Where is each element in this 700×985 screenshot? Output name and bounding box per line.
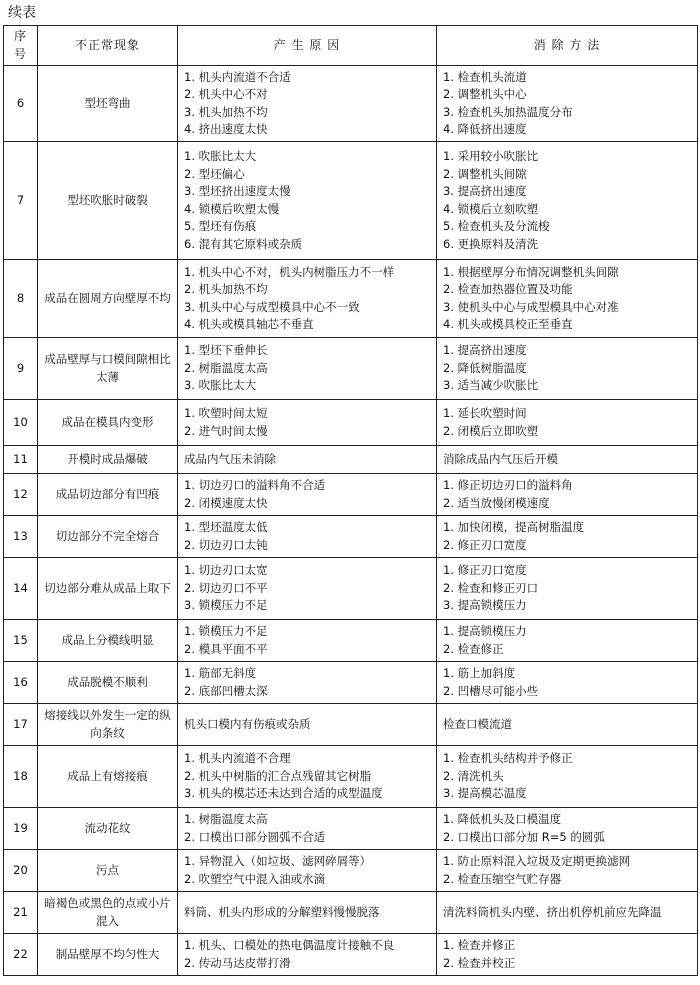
remedy-cell <box>437 934 698 976</box>
remedy-item: 5. 检查机头及分流梭 <box>443 219 550 233</box>
remedy-item: 1. 检查并修正 <box>443 938 516 952</box>
remedy-item: 3. 检查机头加热温度分布 <box>443 104 573 119</box>
row-number: 15 <box>4 620 38 662</box>
row-number: 9 <box>4 338 38 400</box>
remedy-item: 2. 凹槽尽可能小些 <box>443 683 539 698</box>
cause-cell <box>178 662 437 704</box>
phenomenon-cell: 切边部分不完全熔合 <box>38 516 178 558</box>
remedy-cell <box>437 850 698 892</box>
cause-item: 2. 树脂温度太高 <box>184 360 268 375</box>
cause-cell <box>178 808 437 850</box>
cause-cell <box>178 260 437 338</box>
remedy-item: 2. 调整机头中心 <box>443 87 527 101</box>
remedy-item: 1. 根据壁厚分布情况调整机头间隙 <box>443 264 619 279</box>
remedy-cell <box>437 620 698 662</box>
cause-cell <box>178 892 437 934</box>
remedy-item: 2. 检查加热器位置及功能 <box>443 282 573 296</box>
remedy-item: 2. 检查压缩空气贮存器 <box>443 871 562 886</box>
cause-cell <box>178 934 437 976</box>
remedy-item: 1. 延长吹塑时间 <box>443 406 527 420</box>
remedy-item: 3. 使机头中心与成型模具中心对准 <box>443 299 619 314</box>
header-phenomenon: 不正常现象 <box>38 26 178 66</box>
cause-item: 5. 型坯有伤痕 <box>184 219 257 233</box>
remedy-item: 3. 适当减少吹胀比 <box>443 378 539 393</box>
cause-item: 1. 机头、口模处的热电偶温度计接触不良 <box>184 938 395 952</box>
phenomenon-cell: 流动花纹 <box>38 808 178 850</box>
cause-cell <box>178 746 437 808</box>
remedy-item: 1. 采用较小吹胀比 <box>443 149 539 163</box>
remedy-item: 4. 机头或模具校正至垂直 <box>443 317 573 331</box>
table-row <box>4 474 698 516</box>
remedy-item: 1. 检查机头结构并予修正 <box>443 751 573 766</box>
table-header-row <box>4 26 698 66</box>
phenomenon-cell: 型坯吹胀时破裂 <box>38 142 178 260</box>
cause-cell <box>178 400 437 446</box>
table-row <box>4 66 698 142</box>
remedy-item: 6. 更换原料及清洗 <box>443 236 539 251</box>
row-number: 14 <box>4 558 38 620</box>
cause-item: 2. 传动马达皮带打滑 <box>184 955 291 970</box>
cause-item: 2. 切边刃口太钝 <box>184 537 268 552</box>
remedy-item: 1. 筋上加斜度 <box>443 666 516 680</box>
remedy-cell <box>437 662 698 704</box>
remedy-cell <box>437 558 698 620</box>
remedy-cell <box>437 474 698 516</box>
row-number: 6 <box>4 66 38 142</box>
row-number: 16 <box>4 662 38 704</box>
cause-item: 3. 机头的模芯还未达到合适的成型温度 <box>184 786 383 801</box>
remedy-item: 3. 提高模芯温度 <box>443 786 527 801</box>
phenomenon-cell: 成品在圆周方向壁厚不均 <box>38 260 178 338</box>
phenomenon-cell: 制品壁厚不均匀性大 <box>38 934 178 976</box>
row-number: 17 <box>4 704 38 746</box>
remedy-item: 2. 检查和修正刃口 <box>443 580 539 595</box>
table-row <box>4 260 698 338</box>
cause-item: 1. 吹塑时间太短 <box>184 406 268 420</box>
table-row <box>4 808 698 850</box>
phenomenon-cell: 成品上有熔接痕 <box>38 746 178 808</box>
cause-item: 1. 机头中心不对，机头内树脂压力不一样 <box>184 264 395 279</box>
remedy-item: 消除成品内气压后开模 <box>443 451 558 466</box>
cause-item: 6. 混有其它原料或杂质 <box>184 236 303 251</box>
cause-item: 机头口模内有伤痕或杂质 <box>184 716 311 731</box>
remedy-item: 2. 修正刃口宽度 <box>443 537 527 552</box>
cause-item: 1. 型坯下垂伸长 <box>184 343 268 358</box>
table-row <box>4 746 698 808</box>
remedy-cell <box>437 516 698 558</box>
table-row <box>4 446 698 474</box>
cause-item: 2. 型坯偏心 <box>184 166 245 181</box>
cause-item: 3. 机头中心与成型模具中心不一致 <box>184 299 360 314</box>
remedy-item: 1. 提高锁模压力 <box>443 624 527 638</box>
remedy-cell <box>437 746 698 808</box>
table-body <box>4 66 698 976</box>
cause-cell <box>178 338 437 400</box>
header-remedy: 消 除 方 法 <box>437 26 698 66</box>
remedy-item: 2. 检查并校正 <box>443 955 516 970</box>
remedy-cell <box>437 704 698 746</box>
cause-cell <box>178 446 437 474</box>
remedy-item: 1. 降低机头及口模温度 <box>443 812 562 826</box>
remedy-cell <box>437 892 698 934</box>
cause-item: 料筒、机头内形成的分解塑料慢慢脱落 <box>184 904 380 919</box>
table-row <box>4 516 698 558</box>
cause-item: 1. 型坯温度太低 <box>184 520 268 534</box>
phenomenon-cell: 切边部分难从成品上取下 <box>38 558 178 620</box>
phenomenon-cell: 成品壁厚与口模间隙相比太薄 <box>38 338 178 400</box>
cause-item: 1. 吹胀比太大 <box>184 149 257 163</box>
cause-item: 4. 锁模后吹塑太慢 <box>184 201 280 216</box>
cause-item: 2. 模具平面不平 <box>184 641 268 656</box>
row-number: 10 <box>4 400 38 446</box>
phenomenon-cell: 污点 <box>38 850 178 892</box>
cause-item: 4. 挤出速度太快 <box>184 122 268 136</box>
remedy-item: 3. 提高锁模压力 <box>443 598 527 613</box>
table-row <box>4 850 698 892</box>
row-number: 21 <box>4 892 38 934</box>
remedy-item: 4. 降低挤出速度 <box>443 122 527 136</box>
table-row <box>4 892 698 934</box>
cause-item: 2. 机头中树脂的汇合点残留其它树脂 <box>184 768 372 783</box>
cause-cell <box>178 558 437 620</box>
cause-item: 2. 吹塑空气中混入油或水滴 <box>184 871 326 886</box>
remedy-item: 1. 加快闭模，提高树脂温度 <box>443 520 585 534</box>
cause-item: 2. 机头中心不对 <box>184 87 268 101</box>
troubleshooting-table <box>3 25 698 976</box>
cause-cell <box>178 66 437 142</box>
cause-item: 4. 机头或模具轴芯不垂直 <box>184 317 314 331</box>
phenomenon-cell: 熔接线以外发生一定的纵向条纹 <box>38 704 178 746</box>
phenomenon-cell: 开模时成品爆破 <box>38 446 178 474</box>
cause-cell <box>178 516 437 558</box>
row-number: 18 <box>4 746 38 808</box>
remedy-item: 2. 闭模后立即吹塑 <box>443 423 539 438</box>
phenomenon-cell: 成品切边部分有凹痕 <box>38 474 178 516</box>
row-number: 19 <box>4 808 38 850</box>
table-row <box>4 620 698 662</box>
cause-item: 2. 切边刃口不平 <box>184 580 268 595</box>
remedy-item: 3. 提高挤出速度 <box>443 184 527 198</box>
remedy-item: 2. 降低树脂温度 <box>443 360 527 375</box>
remedy-cell <box>437 446 698 474</box>
cause-item: 3. 机头加热不均 <box>184 104 268 119</box>
page-title: 续表 <box>8 5 36 21</box>
cause-item: 2. 口模出口部分圆弧不合适 <box>184 829 326 844</box>
cause-item: 2. 机头加热不均 <box>184 282 268 296</box>
remedy-cell <box>437 808 698 850</box>
remedy-cell <box>437 400 698 446</box>
phenomenon-cell: 成品在模具内变形 <box>38 400 178 446</box>
row-number: 13 <box>4 516 38 558</box>
table-row <box>4 338 698 400</box>
row-number: 11 <box>4 446 38 474</box>
cause-item: 1. 切边刃口的溢料角不合适 <box>184 478 326 492</box>
cause-cell <box>178 850 437 892</box>
cause-cell <box>178 620 437 662</box>
remedy-cell <box>437 66 698 142</box>
row-number: 12 <box>4 474 38 516</box>
remedy-item: 2. 检查修正 <box>443 641 504 656</box>
remedy-item: 1. 防止原料混入垃圾及定期更换滤网 <box>443 854 631 868</box>
remedy-cell <box>437 338 698 400</box>
table-row <box>4 934 698 976</box>
phenomenon-cell: 暗褐色或黑色的点或小片混入 <box>38 892 178 934</box>
phenomenon-cell: 型坯弯曲 <box>38 66 178 142</box>
cause-item: 1. 筋部无斜度 <box>184 666 257 680</box>
header-no: 序号 <box>4 26 38 66</box>
remedy-cell <box>437 260 698 338</box>
remedy-item: 1. 修正切边刃口的溢料角 <box>443 478 573 492</box>
cause-item: 1. 切边刃口太宽 <box>184 563 268 578</box>
cause-cell <box>178 142 437 260</box>
cause-item: 1. 异物混入（如垃圾、滤网碎屑等） <box>184 854 372 868</box>
table-row <box>4 704 698 746</box>
cause-item: 成品内气压未消除 <box>184 451 276 466</box>
remedy-item: 清洗料筒机头内壁、挤出机停机前应先降温 <box>443 904 662 919</box>
cause-item: 1. 机头内流道不合理 <box>184 751 291 766</box>
cause-item: 3. 吹胀比太大 <box>184 378 257 393</box>
remedy-item: 检查口模流道 <box>443 716 512 731</box>
remedy-item: 2. 调整机头间隙 <box>443 166 527 181</box>
remedy-cell <box>437 142 698 260</box>
cause-item: 2. 进气时间太慢 <box>184 423 268 438</box>
remedy-item: 2. 清洗机头 <box>443 768 504 783</box>
phenomenon-cell: 成品上分模线明显 <box>38 620 178 662</box>
remedy-item: 4. 锁模后立刻吹塑 <box>443 201 539 216</box>
cause-item: 1. 机头内流道不合适 <box>184 69 291 84</box>
remedy-item: 1. 修正刃口宽度 <box>443 563 527 578</box>
cause-item: 3. 锁模压力不足 <box>184 598 268 613</box>
remedy-item: 2. 适当放慢闭模速度 <box>443 495 550 510</box>
table-row <box>4 662 698 704</box>
cause-item: 2. 底部凹槽太深 <box>184 683 268 698</box>
remedy-item: 2. 口模出口部分加 R=5 的圆弧 <box>443 829 605 844</box>
cause-cell <box>178 474 437 516</box>
phenomenon-cell: 成品脱模不顺利 <box>38 662 178 704</box>
cause-item: 1. 锁模压力不足 <box>184 624 268 638</box>
cause-cell <box>178 704 437 746</box>
remedy-item: 1. 提高挤出速度 <box>443 343 527 358</box>
remedy-item: 1. 检查机头流道 <box>443 69 527 84</box>
row-number: 22 <box>4 934 38 976</box>
row-number: 8 <box>4 260 38 338</box>
row-number: 20 <box>4 850 38 892</box>
row-number: 7 <box>4 142 38 260</box>
table-row <box>4 400 698 446</box>
header-cause: 产 生 原 因 <box>178 26 437 66</box>
cause-item: 1. 树脂温度太高 <box>184 812 268 826</box>
cause-item: 3. 型坯挤出速度太慢 <box>184 184 291 198</box>
table-row <box>4 142 698 260</box>
cause-item: 2. 闭模速度太快 <box>184 495 268 510</box>
table-row <box>4 558 698 620</box>
